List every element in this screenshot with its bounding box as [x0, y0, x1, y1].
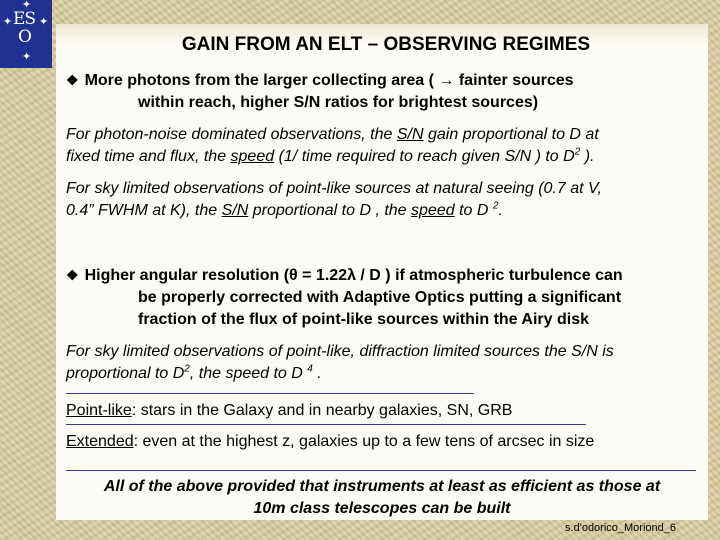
extended-link[interactable]: Extended [66, 433, 134, 450]
eso-logo [0, 0, 52, 68]
bullet-angular-resolution: ❖ Higher angular resolution (θ = 1.22λ / D ) if atmospheric turbulence can be properly corrected with Adaptive Optics putting a significant fraction of the flux of point-like sources within the Airy disk [66, 267, 623, 328]
divider-line [66, 470, 696, 471]
diamond-bullet-icon: ❖ [66, 72, 79, 88]
logo-letters-bottom: O [18, 27, 31, 47]
paragraph-sky-limited: For sky limited observations of point-like sources at natural seeing (0.7 at V, 0.4” FWHM at K), the S/N proportional to D , the speed to D $^2$. [66, 180, 602, 219]
bullet-photons: ❖ More photons from the larger collecting area ( → fainter sources within reach, higher S/N ratios for brightest sources) [66, 69, 574, 114]
pointlike-link[interactable]: Point-like [66, 402, 132, 419]
slide-title: GAIN FROM AN ELT – OBSERVING REGIMES [181, 34, 591, 55]
divider-line [66, 393, 474, 394]
bullet-photons-line2: within reach, higher S/N ratios for brightest sources) [138, 94, 539, 111]
paragraph-diffraction-limited: For sky limited observations of point-like, diffraction limited sources the S/N is proportional to $D^2$, the speed to D $^4$ . [66, 343, 614, 382]
divider-line [66, 424, 586, 425]
extended-definition: Extended: even at the highest z, galaxies up to a few tens of arcsec in size [66, 433, 595, 450]
star-icon: ✦ [22, 0, 32, 11]
arrow-right-icon: → [438, 72, 455, 89]
slide-footer: s.d'odorico_Moriond_6 [565, 522, 676, 534]
star-icon: ✦ [22, 51, 32, 63]
logo-letters-top: ES [13, 9, 36, 29]
logo-letters [13, 10, 35, 46]
summary-note: All of the above provided that instruments at least as efficient as those at 10m class telescopes can be built [103, 478, 661, 517]
pointlike-definition: Point-like: stars in the Galaxy and in nearby galaxies, SN, GRB [66, 402, 513, 419]
star-icon: ✦ [3, 16, 13, 28]
star-icon: ✦ [39, 16, 49, 28]
paragraph-photon-noise: For photon-noise dominated observations, the S/N gain proportional to D at fixed time and flux, the speed (1/ time required to reach given S/N ) to $D^2$ ). [66, 126, 599, 165]
diamond-bullet-icon: ❖ [66, 267, 79, 283]
